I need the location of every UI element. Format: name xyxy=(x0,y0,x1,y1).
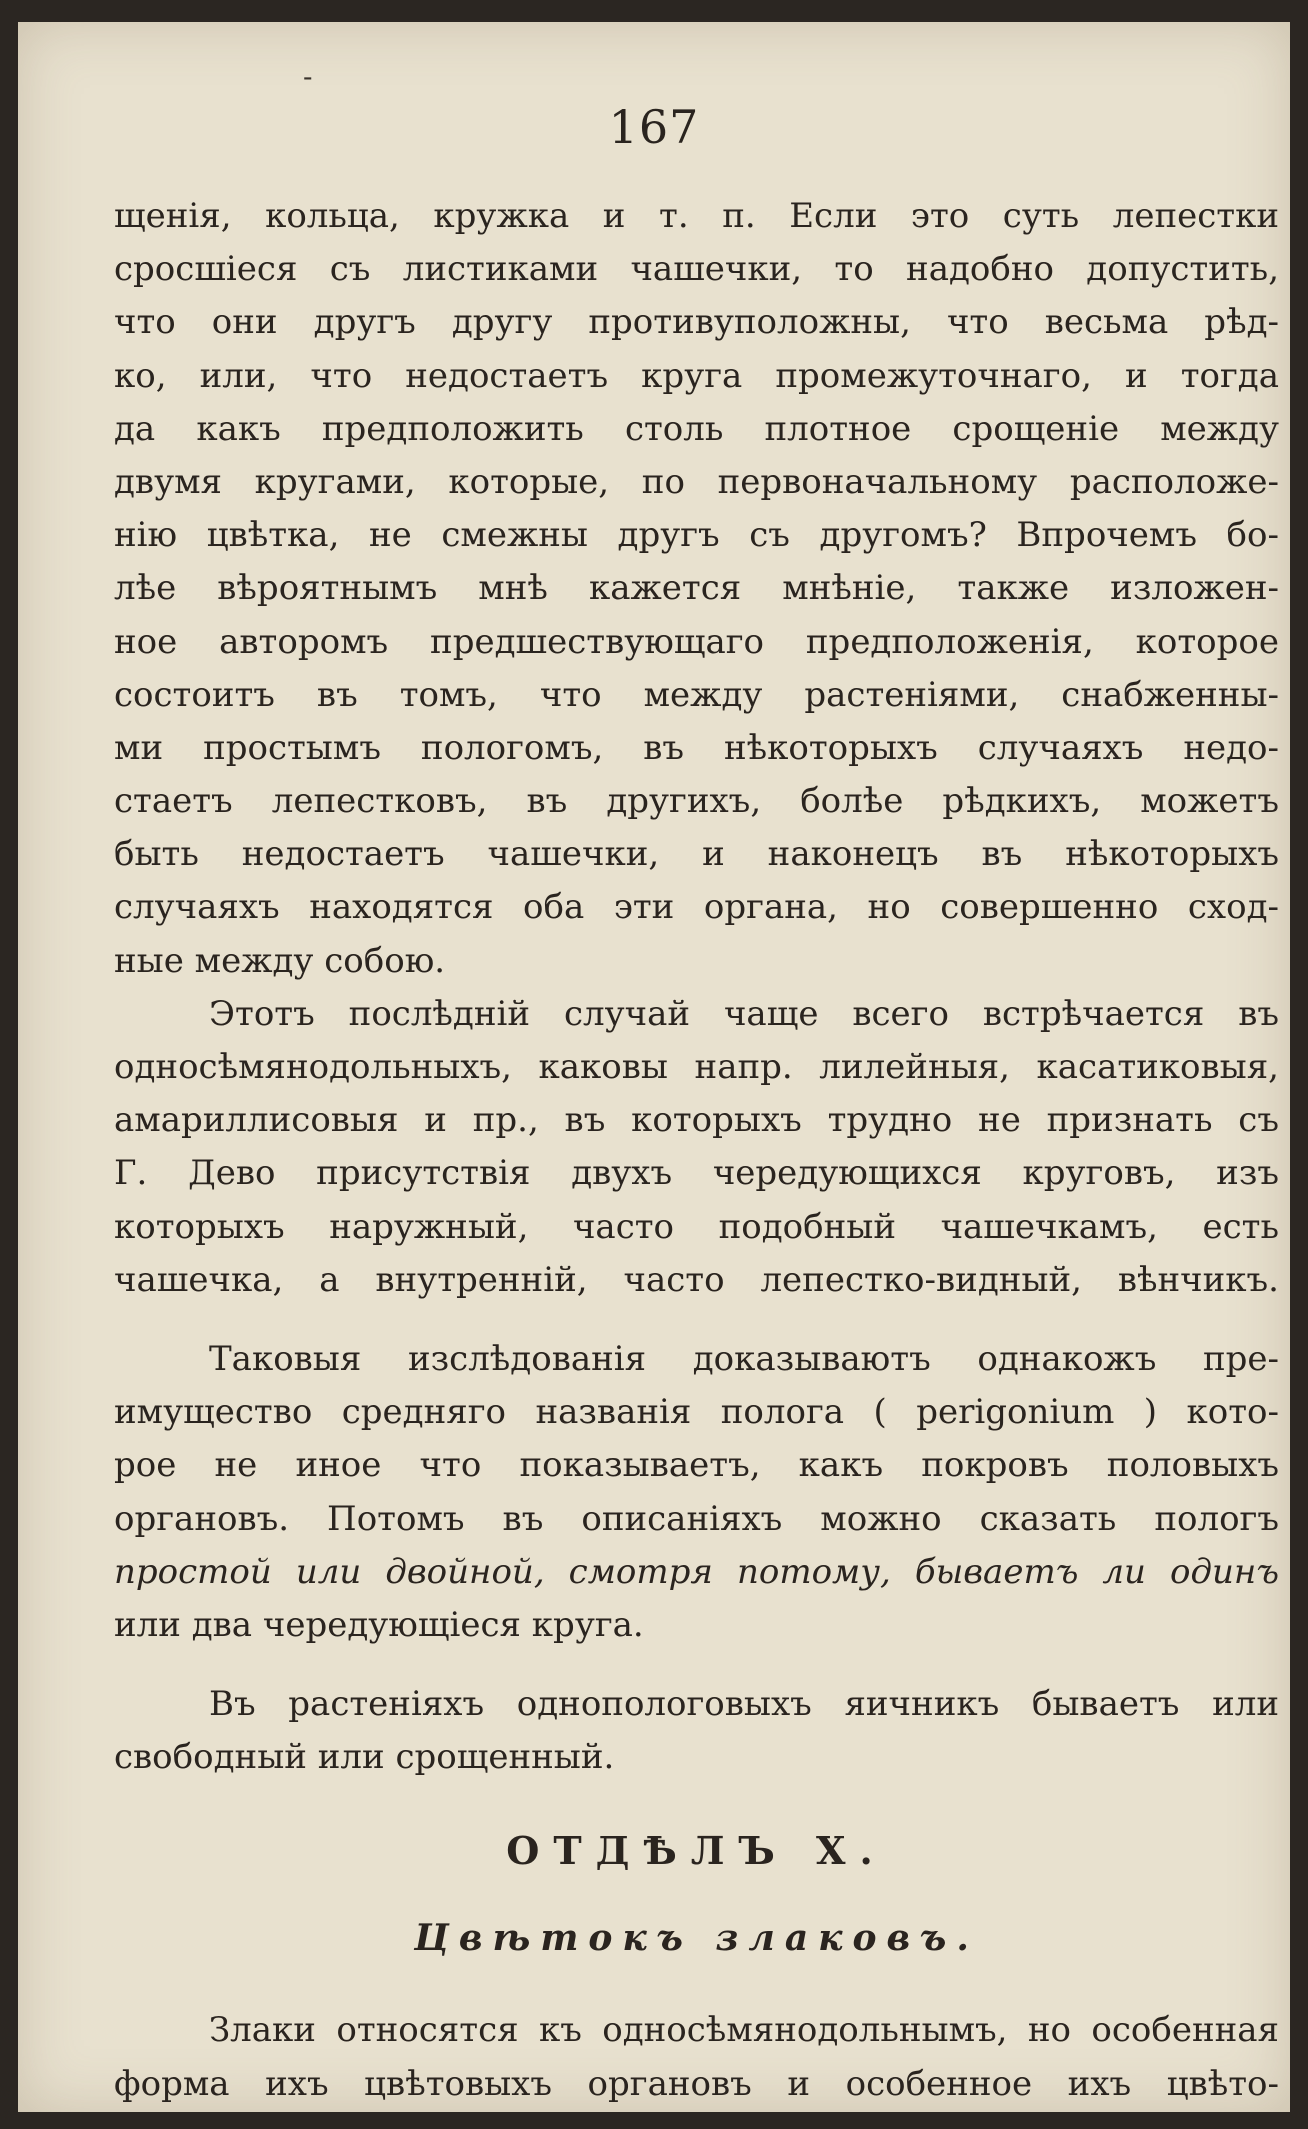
text-line: случаяхъ находятся оба эти органа, но совершенно сход- xyxy=(114,887,1279,928)
text-line: ное авторомъ предшествующаго предположенія, которое xyxy=(114,621,1279,662)
text-line: которыхъ наружный, часто подобный чашечкамъ, есть xyxy=(114,1206,1279,1247)
text-line: имущество средняго названія полога ( perigonium ) кото- xyxy=(114,1392,1279,1433)
text-line: простой или двойной, смотря потому, бываетъ ли одинъ xyxy=(114,1551,1279,1592)
text-line: щенія, кольца, кружка и т. п. Если это суть лепестки xyxy=(114,196,1279,236)
text-line: чашечка, а внутренній, часто лепестко-видный, вѣнчикъ. xyxy=(114,1259,1279,1300)
text-line: ные между собою. xyxy=(114,940,446,981)
text-line: сросшіеся съ листиками чашечки, то надобно допустить, xyxy=(114,249,1279,290)
text-line: Таковыя изслѣдованія доказываютъ однакожъ пре- xyxy=(209,1338,1279,1379)
text-line: органовъ. Потомъ въ описаніяхъ можно сказать пологъ xyxy=(114,1498,1279,1539)
text-line: стаетъ лепестковъ, въ другихъ, болѣе рѣдкихъ, можетъ xyxy=(114,781,1279,822)
text-line: что они другъ другу противуположны, что весьма рѣд- xyxy=(114,302,1279,343)
page-mark: - xyxy=(303,60,313,93)
text-line: ко, или, что недостаетъ круга промежуточнаго, и тогда xyxy=(114,355,1279,396)
text-line: амариллисовыя и пр., въ которыхъ трудно не признать съ xyxy=(114,1100,1279,1141)
book-page xyxy=(18,22,1290,2112)
page-number: 167 xyxy=(608,100,700,154)
text-line: свободный или срощенный. xyxy=(114,1737,615,1778)
text-line: рое не иное что показываетъ, какъ покровъ половыхъ xyxy=(114,1445,1279,1486)
text-line: Злаки относятся къ односѣмянодольнымъ, но особенная xyxy=(209,2010,1279,2051)
text-line: состоитъ въ томъ, что между растеніями, снабженны- xyxy=(114,674,1279,715)
text-line: двумя кругами, которые, по первоначальному расположе- xyxy=(114,461,1279,502)
text-line: ми простымъ пологомъ, въ нѣкоторыхъ случаяхъ недо- xyxy=(114,727,1279,768)
text-line: односѣмянодольныхъ, каковы напр. лилейныя, касатиковыя, xyxy=(114,1047,1279,1087)
text-line: или два чередующіеся круга. xyxy=(114,1604,644,1645)
text-line: нію цвѣтка, не смежны другъ съ другомъ? Впрочемъ бо- xyxy=(114,515,1279,556)
text-line: Г. Дево присутствія двухъ чередующихся круговъ, изъ xyxy=(114,1153,1279,1194)
text-line: форма ихъ цвѣтовыхъ органовъ и особенное ихъ цвѣто- xyxy=(114,2063,1279,2104)
section-subtitle: Цвѣтокъ злаковъ. xyxy=(414,1917,979,1960)
text-line: да какъ предположить столь плотное срощеніе между xyxy=(114,408,1279,449)
body-text xyxy=(114,190,1279,2111)
text-line: Этотъ послѣдній случай чаще всего встрѣчается въ xyxy=(209,993,1279,1034)
text-line: быть недостаетъ чашечки, и наконецъ въ нѣкоторыхъ xyxy=(114,834,1279,875)
section-title: ОТДѢЛЪ X. xyxy=(506,1828,887,1874)
text-line: лѣе вѣроятнымъ мнѣ кажется мнѣніе, также изложен- xyxy=(114,568,1279,609)
text-line: Въ растеніяхъ однопологовыхъ яичникъ бываетъ или xyxy=(209,1684,1279,1725)
